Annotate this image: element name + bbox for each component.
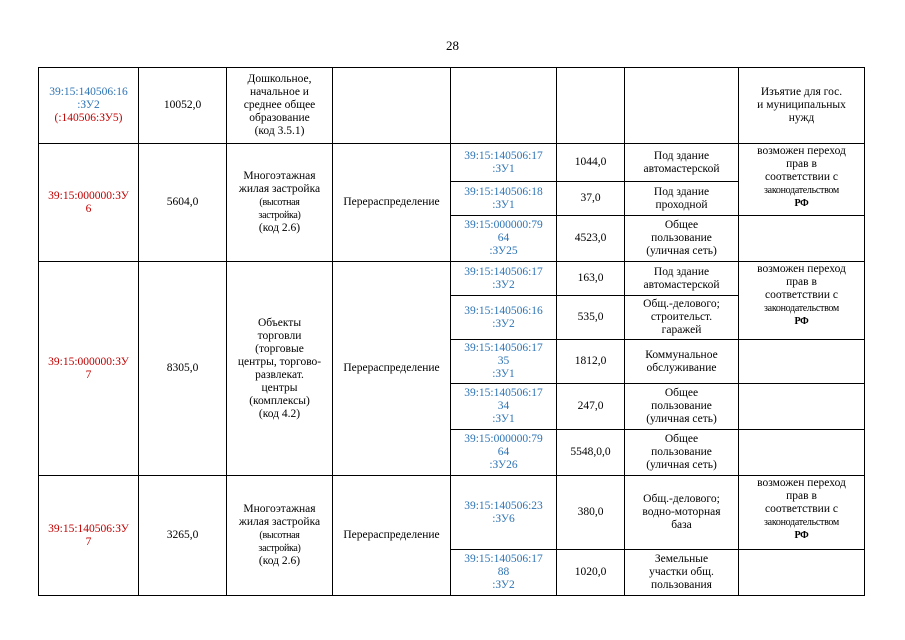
source-plot-id-line: 64: [497, 232, 510, 244]
source-plot-id-cell: [451, 182, 557, 216]
source-plot-id-cell: [451, 216, 557, 262]
source-plot-id-cell: [451, 476, 557, 550]
permitted-use-cell: [227, 262, 333, 476]
purpose-line: база: [671, 519, 692, 531]
note-line: РФ: [794, 530, 809, 541]
source-plot-id-cell: [451, 262, 557, 296]
note-line: РФ: [794, 316, 809, 327]
permitted-use-line: застройка): [258, 543, 301, 554]
purpose-line: Общее: [664, 219, 699, 231]
purpose-line: Общее: [664, 433, 699, 445]
permitted-use-line: центры: [261, 381, 298, 394]
source-plot-id-line: 39:15:140506:16: [464, 304, 543, 317]
note-line: соответствии с: [765, 503, 838, 515]
note-line: прав в: [786, 490, 817, 502]
formation-method-cell: Перераспределение: [333, 144, 451, 262]
note-line: возможен переход: [757, 263, 846, 275]
source-plot-purpose-cell: [625, 144, 739, 182]
permitted-use-line: (код 4.2): [258, 407, 301, 420]
land-plots-table: [38, 67, 865, 596]
source-plot-purpose-cell: [625, 216, 739, 262]
note-line: возможен переход: [757, 145, 846, 157]
source-plot-id-cell: [451, 430, 557, 476]
note-cell: [739, 430, 865, 476]
note-cell: [739, 340, 865, 384]
source-plot-purpose-cell: [625, 182, 739, 216]
note-cell: [739, 216, 865, 262]
permitted-use-line: торговли: [257, 329, 302, 342]
source-plot-id-cell: [451, 550, 557, 596]
permitted-use-line: застройка): [258, 210, 301, 221]
purpose-line: (уличная сеть): [646, 245, 717, 257]
source-plot-id-cell: [451, 144, 557, 182]
permitted-use-line: (торговые: [255, 342, 304, 355]
note-cell: [739, 68, 865, 144]
source-plot-id-line: 39:15:000000:79: [464, 433, 543, 445]
plot-id-cell: [39, 476, 139, 596]
plot-area-cell: 10052,0: [139, 68, 227, 144]
purpose-line: Под здание: [653, 149, 710, 162]
source-plot-id-cell: [451, 296, 557, 340]
plot-id-cell: [39, 144, 139, 262]
page-number: 28: [446, 38, 459, 53]
source-plot-id-line: :ЗУ1: [492, 198, 515, 211]
permitted-use-line: Многоэтажная: [243, 170, 316, 182]
permitted-use-line: (высотная: [259, 530, 300, 541]
purpose-line: Земельные: [654, 553, 709, 565]
plot-area-cell: 8305,0: [139, 262, 227, 476]
note-line: законодательством: [764, 185, 839, 196]
source-plot-id-line: 39:15:140506:17: [464, 553, 543, 565]
purpose-line: (уличная сеть): [646, 413, 717, 425]
source-plot-purpose-cell: [625, 430, 739, 476]
permitted-use-cell: [227, 476, 333, 596]
source-plot-purpose-cell: [625, 384, 739, 430]
source-plot-id-line: :ЗУ26: [489, 459, 518, 471]
source-plot-id-line: 39:15:140506:17: [464, 342, 543, 354]
permitted-use-cell: [227, 144, 333, 262]
purpose-line: пользование: [651, 446, 712, 458]
plot-id-line: 39:15:140506:ЗУ: [48, 522, 129, 535]
source-plot-id-line: 35: [497, 355, 510, 367]
purpose-line: проходной: [655, 198, 708, 211]
source-plot-area-cell: 380,0: [557, 476, 625, 550]
note-line: соответствии с: [765, 171, 838, 183]
note-line: соответствии с: [765, 289, 838, 301]
source-plot-id-line: :ЗУ2: [492, 579, 515, 591]
permitted-use-line: (комплексы): [249, 394, 310, 407]
purpose-line: автомастерской: [643, 162, 720, 175]
purpose-line: Общ.-делового;: [643, 493, 720, 505]
plot-id-line: 6: [85, 202, 92, 215]
table-row: [39, 144, 865, 182]
source-plot-id-line: 39:15:140506:17: [464, 387, 543, 399]
note-line: РФ: [794, 198, 809, 209]
permitted-use-line: (код 3.5.1): [254, 125, 305, 137]
note-line: возможен переход: [757, 477, 846, 489]
permitted-use-line: начальное и: [250, 86, 309, 98]
note-cell: [739, 384, 865, 430]
plot-id-line: 39:15:000000:ЗУ: [48, 189, 129, 202]
plot-id-line: 7: [85, 368, 92, 381]
source-plot-area-cell: 1812,0: [557, 340, 625, 384]
permitted-use-line: Многоэтажная: [243, 503, 316, 515]
purpose-line: обслуживание: [646, 361, 717, 374]
purpose-line: Общ.-делового;: [643, 298, 720, 310]
purpose-line: Под здание: [653, 265, 710, 278]
source-plot-id-cell: [451, 340, 557, 384]
note-line: прав в: [786, 158, 817, 170]
purpose-line: участки общ.: [649, 566, 714, 578]
permitted-use-line: центры, торгово-: [237, 355, 322, 368]
table-row: [39, 476, 865, 550]
source-plot-id-line: :ЗУ6: [492, 512, 515, 525]
plot-id-line: 7: [85, 535, 92, 548]
purpose-line: пользования: [651, 579, 712, 591]
note-line: Изъятие для гос.: [760, 86, 843, 98]
source-plot-purpose-cell: [625, 262, 739, 296]
purpose-line: водно-моторная: [642, 506, 721, 518]
plot-area-cell: 3265,0: [139, 476, 227, 596]
purpose-line: строительст.: [650, 311, 713, 323]
source-plot-id-line: :ЗУ25: [489, 245, 518, 257]
source-plot-id-line: :ЗУ1: [492, 368, 515, 380]
source-plot-area-cell: 37,0: [557, 182, 625, 216]
source-plot-purpose-cell: [625, 296, 739, 340]
permitted-use-cell: [227, 68, 333, 144]
plot-id-line: :ЗУ2: [77, 99, 100, 111]
source-plot-area-cell: 5548,0,0: [557, 430, 625, 476]
source-plot-id-line: 39:15:000000:79: [464, 219, 543, 231]
note-line: нужд: [788, 112, 815, 124]
purpose-line: гаражей: [661, 324, 702, 336]
permitted-use-code: (код 2.6): [258, 555, 301, 567]
permitted-use-line: образование: [249, 112, 310, 124]
source-plot-id-line: :ЗУ2: [492, 278, 515, 291]
permitted-use-line: Дошкольное,: [247, 73, 312, 85]
plot-id-cell: [39, 262, 139, 476]
purpose-line: Коммунальное: [645, 348, 718, 361]
plot-area-cell: 5604,0: [139, 144, 227, 262]
source-plot-id-cell: [451, 68, 557, 144]
source-plot-area-cell: 535,0: [557, 296, 625, 340]
purpose-line: пользование: [651, 400, 712, 412]
note-cell: [739, 550, 865, 596]
source-plot-id-line: 39:15:140506:17: [464, 149, 543, 162]
source-plot-purpose-cell: [625, 550, 739, 596]
source-plot-purpose-cell: [625, 476, 739, 550]
purpose-line: (уличная сеть): [646, 459, 717, 471]
permitted-use-line: среднее общее: [243, 99, 316, 111]
source-plot-id-line: :ЗУ2: [492, 317, 515, 330]
source-plot-id-line: 34: [497, 400, 510, 412]
source-plot-id-cell: [451, 384, 557, 430]
source-plot-area-cell: 247,0: [557, 384, 625, 430]
note-line: прав в: [786, 276, 817, 288]
source-plot-purpose-cell: [625, 340, 739, 384]
plot-id-cell: [39, 68, 139, 144]
permitted-use-line: развлекат.: [255, 368, 304, 381]
note-cell: [739, 476, 865, 550]
source-plot-area-cell: 1020,0: [557, 550, 625, 596]
purpose-line: Общее: [664, 387, 699, 399]
note-cell: [739, 262, 865, 340]
table-row: [39, 68, 865, 144]
source-plot-id-line: 64: [497, 446, 510, 458]
source-plot-purpose-cell: [625, 68, 739, 144]
purpose-line: автомастерской: [643, 278, 720, 291]
plot-id-line: 39:15:000000:ЗУ: [48, 355, 129, 368]
plot-id-line: 39:15:140506:16: [49, 86, 128, 98]
note-line: законодательством: [764, 517, 839, 528]
plot-id-line: (:140506:ЗУ5): [54, 112, 123, 124]
source-plot-area-cell: [557, 68, 625, 144]
source-plot-id-line: 88: [497, 566, 510, 578]
permitted-use-line: (высотная: [259, 197, 300, 208]
formation-method-cell: Перераспределение: [333, 476, 451, 596]
source-plot-id-line: :ЗУ1: [492, 162, 515, 175]
source-plot-id-line: 39:15:140506:23: [464, 499, 543, 512]
note-line: и муниципальных: [757, 99, 846, 111]
source-plot-id-line: :ЗУ1: [492, 413, 515, 425]
permitted-use-line: Объекты: [257, 316, 302, 329]
formation-method-cell: [333, 68, 451, 144]
note-line: законодательством: [764, 303, 839, 314]
permitted-use-line: жилая застройка: [238, 183, 321, 195]
source-plot-id-line: 39:15:140506:18: [464, 185, 543, 198]
note-cell: [739, 144, 865, 216]
table-row: [39, 262, 865, 296]
formation-method-cell: Перераспределение: [333, 262, 451, 476]
permitted-use-code: (код 2.6): [258, 222, 301, 234]
purpose-line: пользование: [651, 232, 712, 244]
purpose-line: Под здание: [653, 185, 710, 198]
source-plot-area-cell: 163,0: [557, 262, 625, 296]
source-plot-id-line: 39:15:140506:17: [464, 265, 543, 278]
source-plot-area-cell: 4523,0: [557, 216, 625, 262]
permitted-use-line: жилая застройка: [238, 516, 321, 528]
source-plot-area-cell: 1044,0: [557, 144, 625, 182]
